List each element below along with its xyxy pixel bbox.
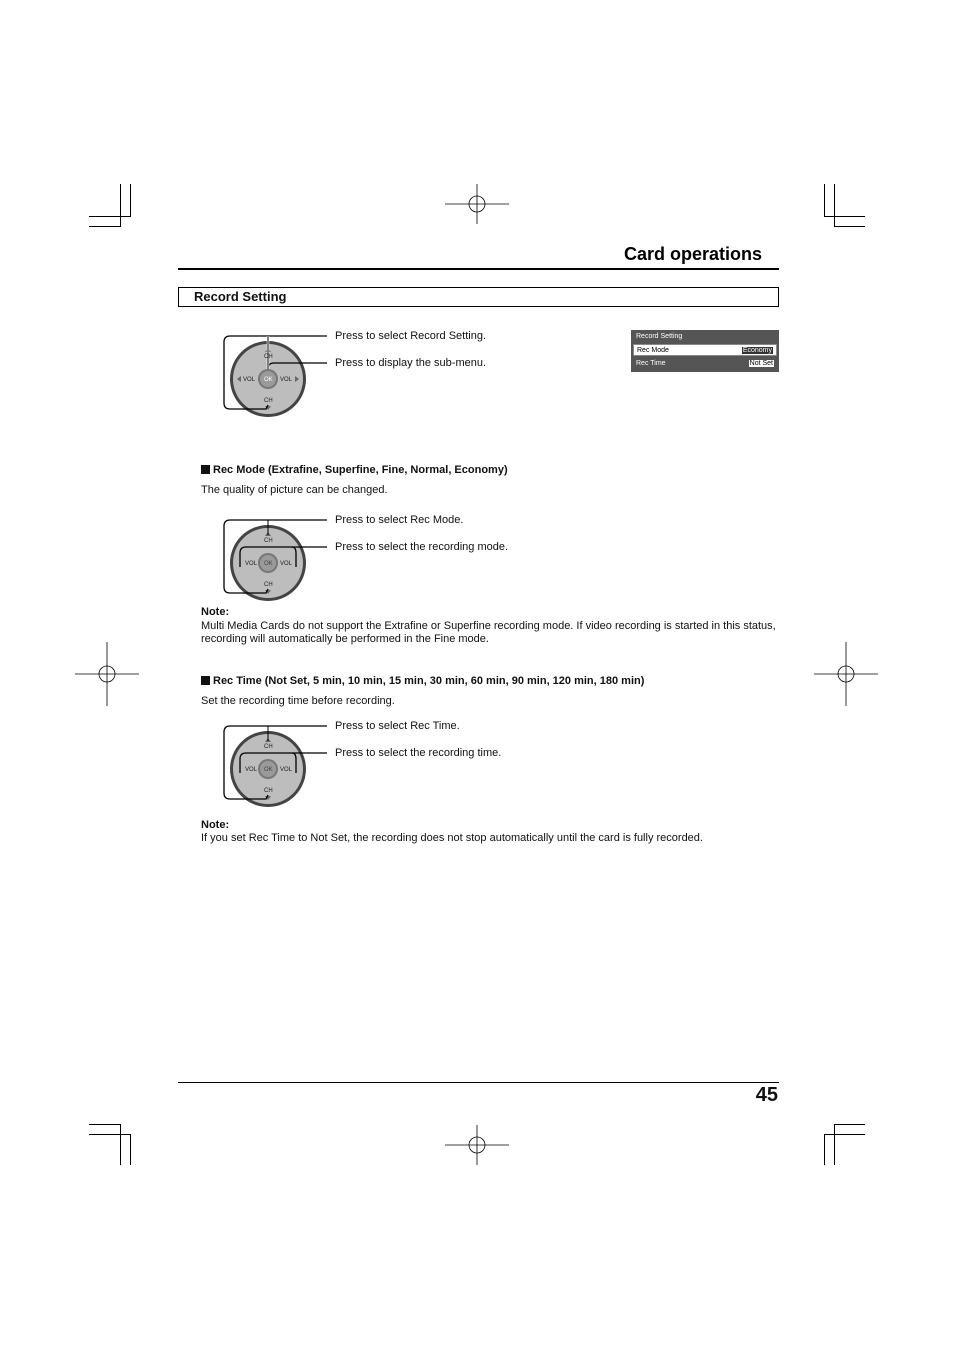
registration-mark — [814, 642, 878, 706]
note-text: Multi Media Cards do not support the Extrafine or Superfine recording mode. If video recording is started in this status, recording will automatically be performed in the Fine mode. — [201, 620, 776, 645]
crop-mark — [89, 1124, 121, 1125]
osd-row-value: Economy — [742, 347, 772, 354]
rec-mode-description: The quality of picture can be changed. — [201, 484, 388, 496]
remote-diagram — [222, 723, 362, 813]
page-number: 45 — [755, 1084, 778, 1106]
crop-mark — [824, 216, 865, 217]
osd-menu-row — [633, 358, 777, 370]
rec-time-description: Set the recording time before recording. — [201, 695, 395, 707]
vol-right-label: VOL — [280, 767, 293, 773]
registration-mark — [75, 642, 139, 706]
registration-mark — [445, 172, 509, 236]
square-bullet-icon — [201, 676, 210, 685]
callout-text: Press to select the recording time. — [335, 747, 502, 759]
section-heading-box — [178, 287, 779, 307]
ch-down-label: CH — [264, 398, 273, 404]
ok-button-label: OK — [264, 561, 273, 567]
crop-mark — [130, 1134, 131, 1165]
crop-mark — [120, 1124, 121, 1165]
page-title: Card operations — [623, 244, 762, 264]
vol-right-label: VOL — [280, 377, 293, 383]
crop-mark — [824, 1134, 825, 1165]
ch-up-label: CH — [264, 538, 273, 544]
ok-button-label: OK — [264, 377, 273, 383]
osd-row-value: Not Set — [749, 360, 773, 367]
osd-row-label: Rec Time — [636, 360, 666, 367]
vol-left-label: VOL — [245, 767, 258, 773]
note-label: Note: — [201, 819, 230, 831]
rec-time-heading: Rec Time (Not Set, 5 min, 10 min, 15 min, 30 min, 60 min, 90 min, 120 min, 180 min) — [201, 675, 644, 687]
ok-button-label: OK — [264, 767, 273, 773]
rec-mode-heading: Rec Mode (Extrafine, Superfine, Fine, Normal, Economy) — [201, 464, 508, 476]
osd-menu-title: Record Setting — [633, 331, 777, 343]
osd-row-label: Rec Mode — [637, 347, 669, 354]
ch-up-label: CH — [264, 354, 273, 360]
ch-down-label: CH — [264, 788, 273, 794]
crop-mark — [89, 216, 131, 217]
osd-menu-row — [633, 344, 777, 356]
registration-mark — [445, 1113, 509, 1177]
crop-mark — [834, 184, 835, 227]
footer-rule — [178, 1082, 779, 1083]
crop-mark — [120, 184, 121, 227]
crop-mark — [834, 226, 865, 227]
crop-mark — [824, 1134, 865, 1135]
callout-text: Press to select Rec Time. — [335, 720, 460, 732]
square-bullet-icon — [201, 465, 210, 474]
section-title: Record Setting — [194, 289, 287, 304]
remote-diagram — [222, 517, 362, 607]
remote-diagram — [222, 333, 362, 423]
ch-down-label: CH — [264, 582, 273, 588]
vol-left-label: VOL — [245, 561, 258, 567]
crop-mark — [824, 184, 825, 216]
vol-right-label: VOL — [280, 561, 293, 567]
crop-mark — [89, 1134, 131, 1135]
crop-mark — [834, 1124, 865, 1125]
callout-text: Press to select Rec Mode. — [335, 514, 464, 526]
note-text: If you set Rec Time to Not Set, the recording does not stop automatically until the card is fully recorded. — [201, 832, 703, 844]
ch-up-label: CH — [264, 744, 273, 750]
callout-text: Press to select the recording mode. — [335, 541, 509, 553]
osd-menu — [631, 330, 779, 372]
crop-mark — [834, 1124, 835, 1165]
note-label: Note: — [201, 606, 230, 618]
header-rule — [178, 268, 779, 270]
vol-left-label: VOL — [243, 377, 256, 383]
crop-mark — [130, 184, 131, 216]
crop-mark — [89, 226, 121, 227]
callout-text: Press to select Record Setting. — [335, 330, 487, 342]
callout-text: Press to display the sub-menu. — [335, 357, 487, 369]
